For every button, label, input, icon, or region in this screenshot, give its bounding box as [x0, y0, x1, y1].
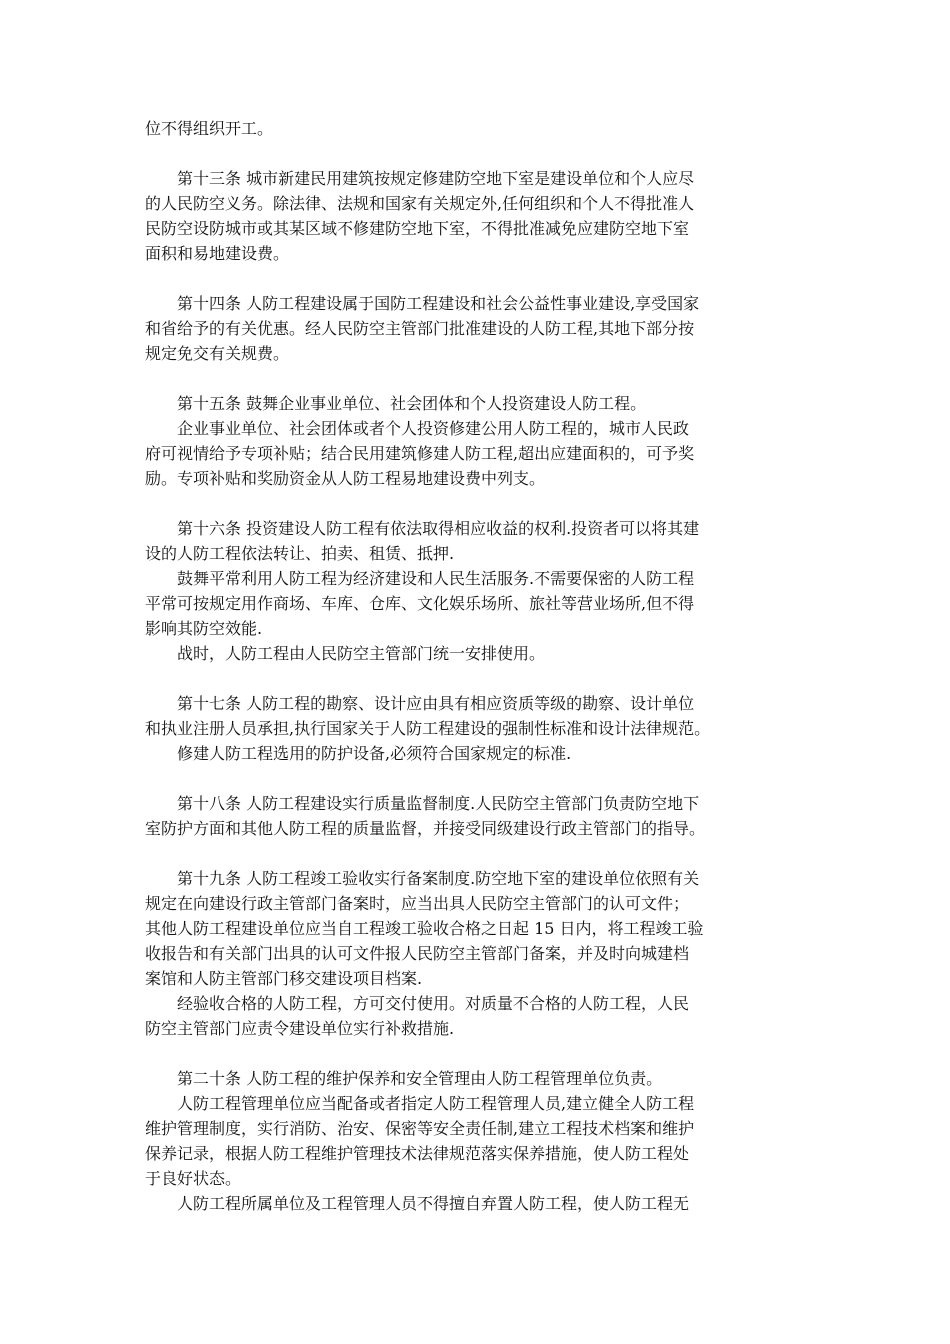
- text-line: 位不得组织开工。: [145, 119, 274, 138]
- text-line: 影响其防空效能.: [145, 619, 263, 638]
- paragraph: [145, 1066, 810, 1216]
- text-line: 第十四条 人防工程建设属于国防工程建设和社会公益性事业建设,享受国家: [145, 294, 700, 313]
- paragraph: [145, 166, 810, 266]
- text-line: 面积和易地建设费。: [145, 244, 290, 263]
- text-line: 维护管理制度，实行消防、治安、保密等安全责任制,建立工程技术档案和维护: [145, 1119, 695, 1138]
- paragraph-spacer: [145, 141, 810, 166]
- text-line: 的人民防空义务。除法律、法规和国家有关规定外,任何组织和个人不得批准人: [145, 194, 695, 213]
- text-line: 室防护方面和其他人防工程的质量监督，并接受同级建设行政主管部门的指导。: [145, 819, 706, 838]
- text-line: 修建人防工程选用的防护设备,必须符合国家规定的标准.: [145, 744, 572, 763]
- paragraph: [145, 866, 810, 1041]
- paragraph-spacer: [145, 266, 810, 291]
- text-line: 励。专项补贴和奖励资金从人防工程易地建设费中列支。: [145, 469, 546, 488]
- text-line: 人防工程管理单位应当配备或者指定人防工程管理人员,建立健全人防工程: [145, 1094, 695, 1113]
- text-line: 企业事业单位、社会团体或者个人投资修建公用人防工程的，城市人民政: [145, 419, 690, 438]
- text-line: 于良好状态。: [145, 1169, 242, 1188]
- paragraph: [145, 691, 810, 766]
- text-line: 保养记录，根据人防工程维护管理技术法律规范落实保养措施，使人防工程处: [145, 1144, 690, 1163]
- text-line: 其他人防工程建设单位应当自工程竣工验收合格之日起 15 日内，将工程竣工验: [145, 919, 704, 938]
- text-line: 经验收合格的人防工程，方可交付使用。对质量不合格的人防工程，人民: [145, 994, 690, 1013]
- paragraph-spacer: [145, 491, 810, 516]
- text-line: 规定在向建设行政主管部门备案时，应当出具人民防空主管部门的认可文件；: [145, 894, 690, 913]
- text-line: 平常可按规定用作商场、车库、仓库、文化娱乐场所、旅社等营业场所,但不得: [145, 594, 695, 613]
- document-page: [145, 116, 810, 1216]
- text-line: 第十三条 城市新建民用建筑按规定修建防空地下室是建设单位和个人应尽: [145, 169, 695, 188]
- paragraph-spacer: [145, 366, 810, 391]
- text-line: 民防空设防城市或其某区域不修建防空地下室，不得批准减免应建防空地下室: [145, 219, 690, 238]
- text-line: 第十九条 人防工程竣工验收实行备案制度.防空地下室的建设单位依照有关: [145, 869, 700, 888]
- text-line: 防空主管部门应责令建设单位实行补救措施.: [145, 1019, 455, 1038]
- paragraph: [145, 516, 810, 666]
- text-line: 案馆和人防主管部门移交建设项目档案.: [145, 969, 423, 988]
- paragraph: [145, 291, 810, 366]
- text-line: 第十五条 鼓舞企业事业单位、社会团体和个人投资建设人防工程。: [145, 394, 647, 413]
- paragraph-spacer: [145, 766, 810, 791]
- text-line: 和省给予的有关优惠。经人民防空主管部门批准建设的人防工程,其地下部分按: [145, 319, 695, 338]
- paragraph-spacer: [145, 841, 810, 866]
- text-line: 设的人防工程依法转让、拍卖、租赁、抵押.: [145, 544, 455, 563]
- paragraph-spacer: [145, 1041, 810, 1066]
- paragraph: [145, 116, 810, 141]
- paragraph: [145, 391, 810, 491]
- text-line: 第十六条 投资建设人防工程有依法取得相应收益的权利.投资者可以将其建: [145, 519, 700, 538]
- text-line: 府可视情给予专项补贴；结合民用建筑修建人防工程,超出应建面积的，可予奖: [145, 444, 695, 463]
- text-line: 第二十条 人防工程的维护保养和安全管理由人防工程管理单位负责。: [145, 1069, 663, 1088]
- paragraph: [145, 791, 810, 841]
- text-line: 和执业注册人员承担,执行国家关于人防工程建设的强制性标准和设计法律规范。: [145, 719, 711, 738]
- paragraph-spacer: [145, 666, 810, 691]
- text-line: 规定免交有关规费。: [145, 344, 290, 363]
- text-line: 第十八条 人防工程建设实行质量监督制度.人民防空主管部门负责防空地下: [145, 794, 700, 813]
- text-line: 战时，人防工程由人民防空主管部门统一安排使用。: [145, 644, 546, 663]
- text-line: 第十七条 人防工程的勘察、设计应由具有相应资质等级的勘察、设计单位: [145, 694, 695, 713]
- text-line: 人防工程所属单位及工程管理人员不得擅自弃置人防工程，使人防工程无: [145, 1194, 690, 1213]
- text-line: 收报告和有关部门出具的认可文件报人民防空主管部门备案，并及时向城建档: [145, 944, 690, 963]
- text-line: 鼓舞平常利用人防工程为经济建设和人民生活服务.不需要保密的人防工程: [145, 569, 695, 588]
